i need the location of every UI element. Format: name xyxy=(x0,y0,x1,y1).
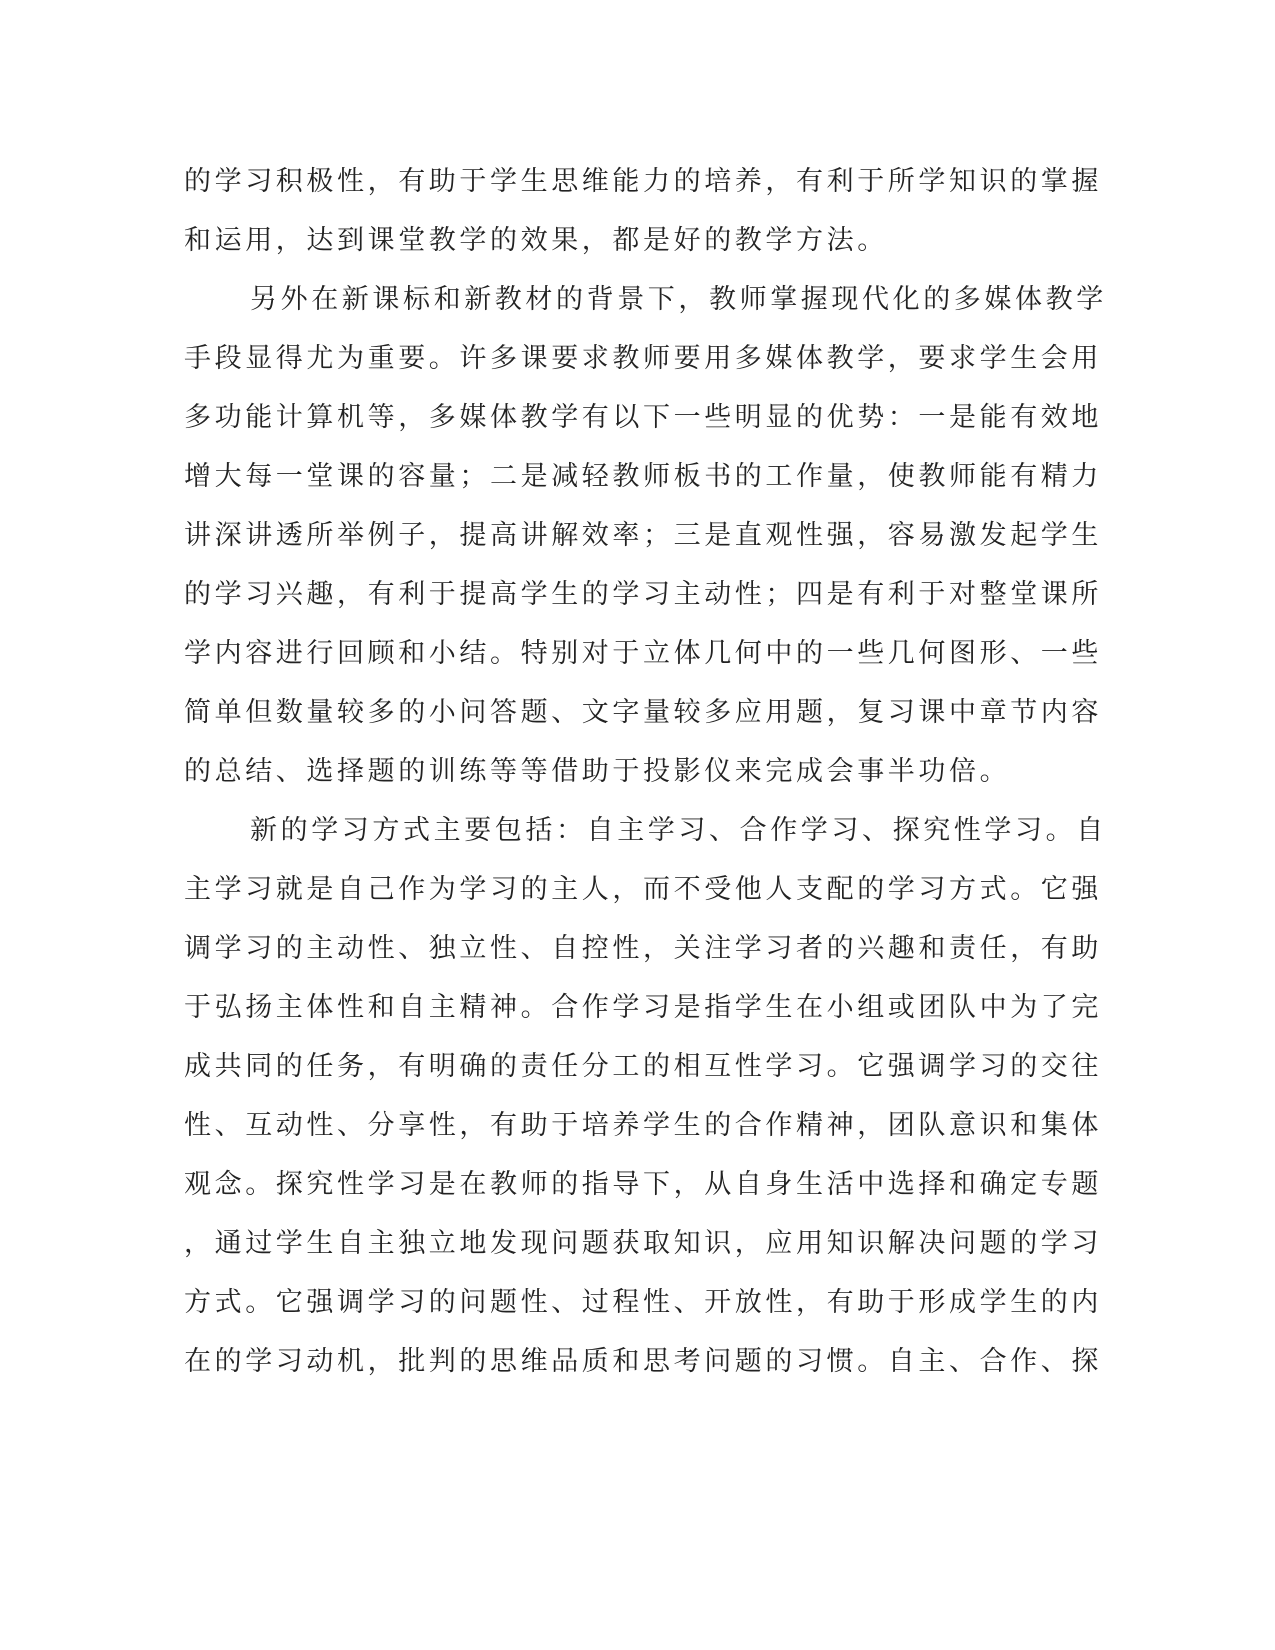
paragraph-3-line-8: ，通过学生自主独立地发现问题获取知识，应用知识解决问题的学习 xyxy=(184,1228,1102,1259)
paragraph-2-line-5: 讲深讲透所举例子，提高讲解效率；三是直观性强，容易激发起学生 xyxy=(184,520,1102,551)
paragraph-3-line-6: 性、互动性、分享性，有助于培养学生的合作精神，团队意识和集体 xyxy=(184,1110,1102,1141)
paragraph-3-line-7: 观念。探究性学习是在教师的指导下，从自身生活中选择和确定专题 xyxy=(184,1169,1102,1200)
paragraph-3-line-10: 在的学习动机，批判的思维品质和思考问题的习惯。自主、合作、探 xyxy=(184,1346,1102,1377)
paragraph-2-line-9: 的总结、选择题的训练等等借助于投影仪来完成会事半功倍。 xyxy=(184,756,1011,787)
paragraph-2-line-6: 的学习兴趣，有利于提高学生的学习主动性；四是有利于对整堂课所 xyxy=(184,579,1102,610)
paragraph-3-line-5: 成共同的任务，有明确的责任分工的相互性学习。它强调学习的交往 xyxy=(184,1051,1102,1082)
paragraph-2-line-3: 多功能计算机等，多媒体教学有以下一些明显的优势：一是能有效地 xyxy=(184,402,1102,433)
paragraph-2-line-4: 增大每一堂课的容量；二是减轻教师板书的工作量，使教师能有精力 xyxy=(184,461,1102,492)
paragraph-2-line-2: 手段显得尤为重要。许多课要求教师要用多媒体教学，要求学生会用 xyxy=(184,343,1102,374)
paragraph-1-line-1: 的学习积极性，有助于学生思维能力的培养，有利于所学知识的掌握 xyxy=(184,166,1102,197)
body-text xyxy=(184,152,1107,1391)
paragraph-2-line-1: 另外在新课标和新教材的背景下，教师掌握现代化的多媒体教学 xyxy=(250,284,1107,315)
paragraph-3-line-2: 主学习就是自己作为学习的主人，而不受他人支配的学习方式。它强 xyxy=(184,874,1102,905)
paragraph-1-line-2: 和运用，达到课堂教学的效果，都是好的教学方法。 xyxy=(184,225,888,256)
paragraph-2-line-7: 学内容进行回顾和小结。特别对于立体几何中的一些几何图形、一些 xyxy=(184,638,1102,669)
paragraph-2-line-8: 简单但数量较多的小问答题、文字量较多应用题，复习课中章节内容 xyxy=(184,697,1102,728)
paragraph-3-line-4: 于弘扬主体性和自主精神。合作学习是指学生在小组或团队中为了完 xyxy=(184,992,1102,1023)
paragraph-3-line-3: 调学习的主动性、独立性、自控性，关注学习者的兴趣和责任，有助 xyxy=(184,933,1102,964)
paragraph-3-line-9: 方式。它强调学习的问题性、过程性、开放性，有助于形成学生的内 xyxy=(184,1287,1102,1318)
paragraph-3-line-1: 新的学习方式主要包括：自主学习、合作学习、探究性学习。自 xyxy=(250,815,1107,846)
